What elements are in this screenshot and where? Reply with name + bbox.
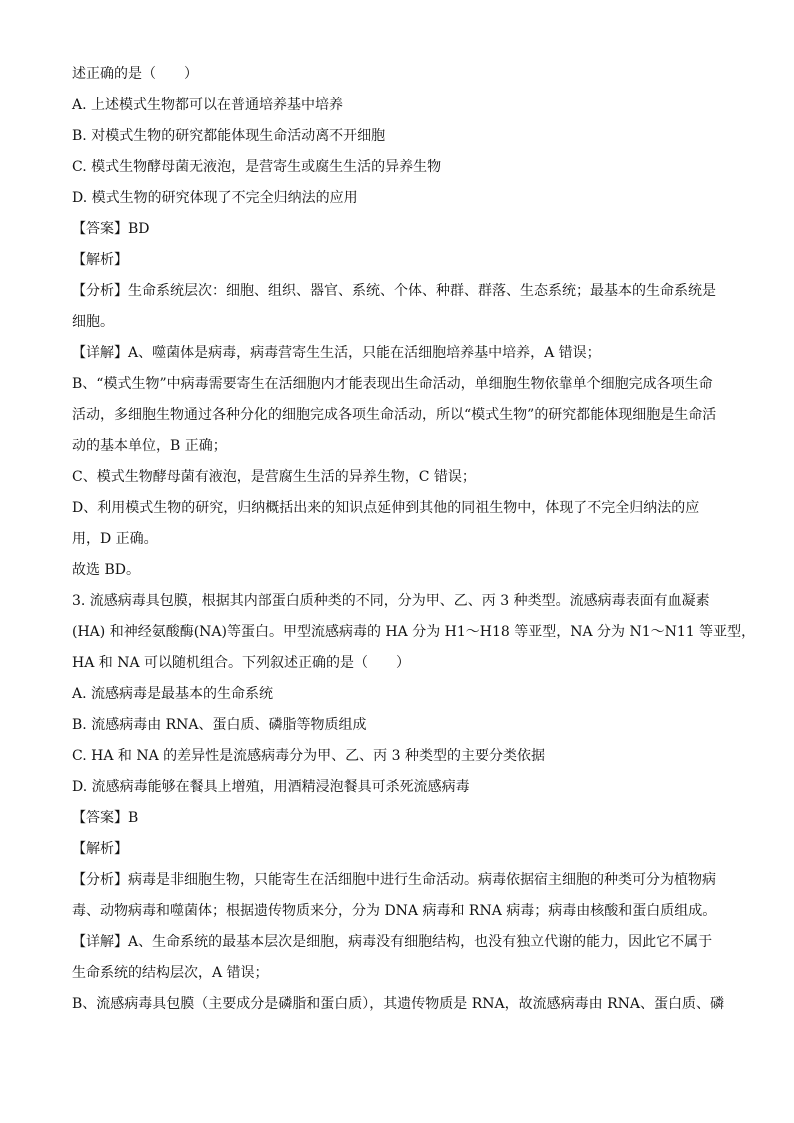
option-d: D. 流感病毒能够在餐具上增殖，用酒精浸泡餐具可杀死流感病毒 <box>72 779 470 795</box>
analysis-line: 细胞。 <box>72 314 114 330</box>
detail-line: 【详解】A、噬菌体是病毒，病毒营寄生生活，只能在活细胞培养基中培养，A 错误； <box>72 345 601 361</box>
option-a: A. 上述模式生物都可以在普通培养基中培养 <box>72 97 344 113</box>
detail-line: 用，D 正确。 <box>72 531 158 547</box>
choice-line: 故选 BD。 <box>72 562 140 578</box>
analysis-line: 【分析】病毒是非细胞生物，只能寄生在活细胞中进行生命活动。病毒依据宿主细胞的种类可分为植物病 <box>72 872 716 888</box>
option-b: B. 对模式生物的研究都能体现生命活动离不开细胞 <box>72 128 386 144</box>
question-3-stem: (HA) 和神经氨酸酶(NA)等蛋白。甲型流感病毒的 HA 分为 H1～H18 等亚型，NA 分为 N1～N11 等亚型， <box>72 624 756 640</box>
option-c: C. HA 和 NA 的差异性是流感病毒分为甲、乙、丙 3 种类型的主要分类依据 <box>72 748 545 764</box>
detail-line: 动的基本单位，B 正确； <box>72 438 227 454</box>
option-c: C. 模式生物酵母菌无液泡，是营寄生或腐生生活的异养生物 <box>72 159 442 175</box>
question-stem-tail: 述正确的是（ ） <box>72 66 198 82</box>
detail-line: 【详解】A、生命系统的最基本层次是细胞，病毒没有细胞结构，也没有独立代谢的能力，因此它不属于 <box>72 934 713 950</box>
document-body <box>72 62 756 1023</box>
detail-line: B、“模式生物”中病毒需要寄生在活细胞内才能表现出生命活动，单细胞生物依靠单个细胞完成各项生命 <box>72 376 713 392</box>
option-b: B. 流感病毒由 RNA、蛋白质、磷脂等物质组成 <box>72 717 367 733</box>
option-d: D. 模式生物的研究体现了不完全归纳法的应用 <box>72 190 358 206</box>
detail-line: C、模式生物酵母菌有液泡，是营腐生生活的异养生物，C 错误； <box>72 469 476 485</box>
option-a: A. 流感病毒是最基本的生命系统 <box>72 686 274 702</box>
detail-line: D、利用模式生物的研究，归纳概括出来的知识点延伸到其他的同祖生物中，体现了不完全归纳法的应 <box>72 500 700 516</box>
detail-line: B、流感病毒具包膜（主要成分是磷脂和蛋白质），其遗传物质是 RNA，故流感病毒由 RNA、蛋白质、磷 <box>72 996 724 1012</box>
answer-line: 【答案】B <box>72 810 139 826</box>
question-3-stem: 3. 流感病毒具包膜，根据其内部蛋白质种类的不同，分为甲、乙、丙 3 种类型。流感病毒表面有血凝素 <box>72 593 710 609</box>
explanation-heading: 【解析】 <box>72 841 128 857</box>
explanation-heading: 【解析】 <box>72 252 128 268</box>
answer-line: 【答案】BD <box>72 221 150 237</box>
analysis-line: 毒、动物病毒和噬菌体；根据遗传物质来分，分为 DNA 病毒和 RNA 病毒；病毒由核酸和蛋白质组成。 <box>72 903 717 919</box>
analysis-line: 【分析】生命系统层次：细胞、组织、器官、系统、个体、种群、群落、生态系统；最基本的生命系统是 <box>72 283 716 299</box>
detail-line: 活动，多细胞生物通过各种分化的细胞完成各项生命活动，所以“模式生物”的研究都能体现细胞是生命活 <box>72 407 717 423</box>
detail-line: 生命系统的结构层次，A 错误； <box>72 965 269 981</box>
question-3-stem: HA 和 NA 可以随机组合。下列叙述正确的是（ ） <box>72 655 411 671</box>
